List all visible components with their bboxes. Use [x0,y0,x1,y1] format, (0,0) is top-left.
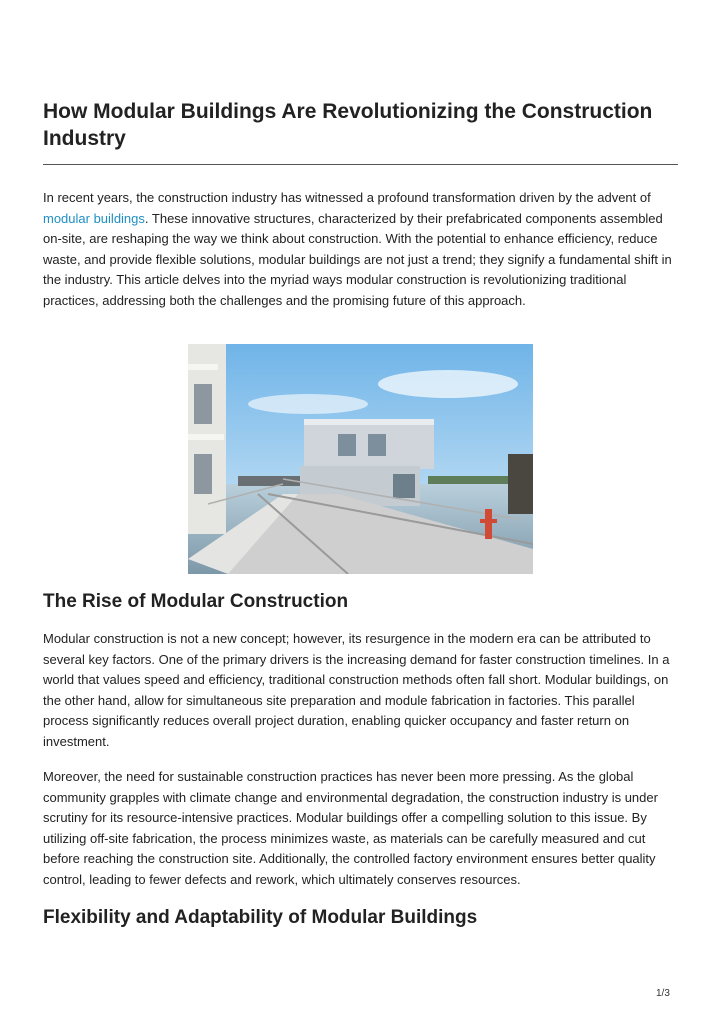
modular-houseboat-photo [188,344,533,574]
intro-text-after-link: . These innovative structures, characterized by their prefabricated components assembled on-site, are reshaping the way we think about construction. With the potential to enhance efficiency, reduce waste, and provide flexible solutions, modular buildings are not just a trend; they signify a fundamental shift in the industry. This article delves into the myriad ways modular construction is revolutionizing traditional practices, addressing both the challenges and the promising future of this approach. [43,210,672,308]
section-rise-paragraph-2: Moreover, the need for sustainable construction practices has never been more pressing. As the global community grapples with climate change and environmental degradation, the construction industry is under scrutiny for its resource-intensive practices. Modular buildings offer a compelling solution to this issue. By utilizing off-site fabrication, the process minimizes waste, as materials can be carefully measured and cut before reaching the construction site. Additionally, the controlled factory environment ensures better quality control, leading to fewer defects and rework, which ultimately conserves resources. [43,769,658,887]
section-heading-flexibility: Flexibility and Adaptability of Modular Buildings [43,907,478,928]
title-divider [43,164,678,165]
intro-paragraph [43,188,681,312]
page-number: 1/3 [656,988,670,999]
section-heading-rise: The Rise of Modular Construction [43,591,349,612]
modular-buildings-link[interactable]: modular buildings [43,210,145,226]
article-title: How Modular Buildings Are Revolutionizing the Construction Industry [43,100,653,150]
intro-text-before-link: In recent years, the construction industry has witnessed a profound transformation driven by the advent of [43,190,651,205]
section-rise-paragraph-1: Modular construction is not a new concept; however, its resurgence in the modern era can be attributed to several key factors. One of the primary drivers is the increasing demand for faster construction timelines. In a world that values speed and efficiency, traditional construction methods often fall short. Modular buildings, on the other hand, allow for simultaneous site preparation and module fabrication in factories. This parallel process significantly reduces overall project duration, enabling quicker occupancy and faster return on investment. [43,631,670,749]
